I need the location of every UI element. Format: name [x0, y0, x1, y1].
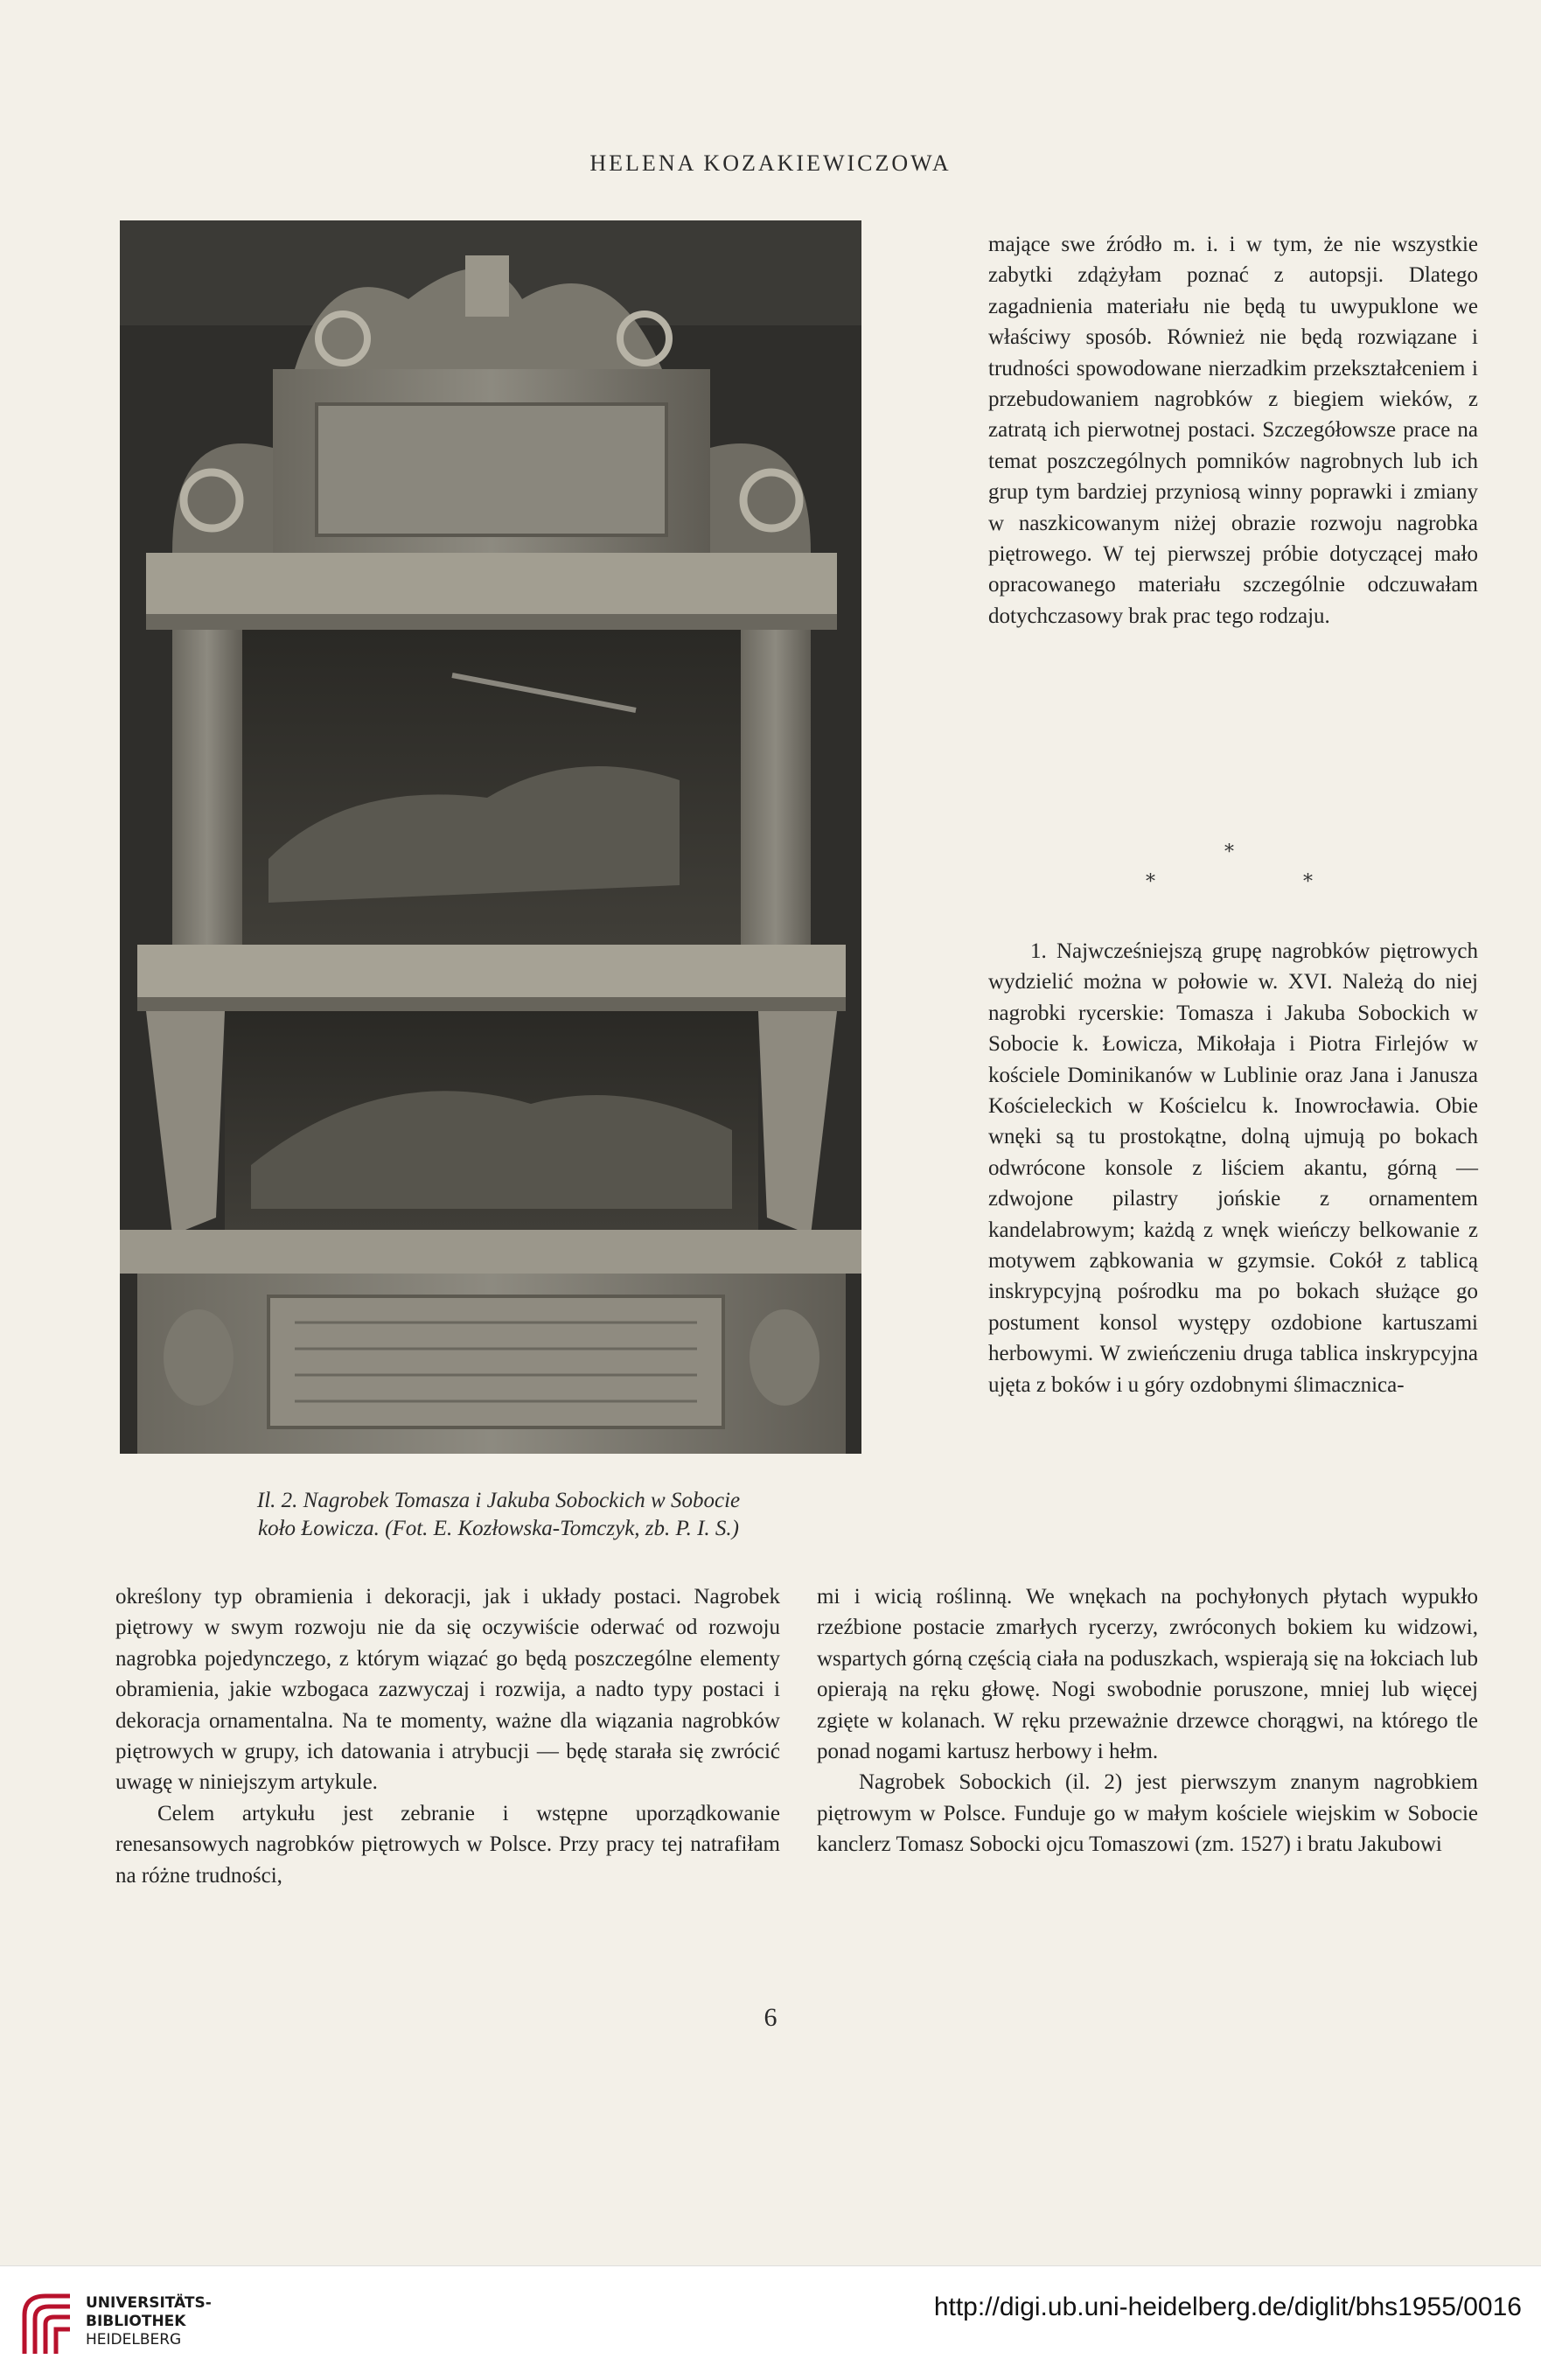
page-number: 6 — [764, 2003, 777, 2032]
viewer-footer — [0, 2265, 1541, 2380]
paragraph: mające swe źródło m. i. i w tym, że nie wszystkie zabytki zdążyłam poznać z autopsji. Dlatego zagadnienia materiału nie będą tu uwypuklone we właściwy sposób. Również nie będą rozwiązane i trudności spowodowane nierzadkim przekształceniem i przebudowaniem nagrobków z biegiem wieków, z zatratą ich pierwotnej postaci. Szczegółowsze prace na temat poszczególnych pomników nagrobnych lub ich grup tym bardziej przyniosą winny poprawki i zmiany w naszkicowanym niżej obrazie rozwoju nagrobka piętrowego. W tej pierwszej próbie dotyczącej mało opracowanego materiału szczególnie odczuwałam dotychczasowy brak prac tego rodzaju. — [988, 233, 1478, 628]
asterisk-left: * — [1146, 871, 1155, 893]
library-name-line-1: UNIVERSITÄTS- — [86, 2294, 212, 2312]
paragraph: Celem artykułu jest zebranie i wstępne uporządkowanie renesansowych nagrobków piętrowych w Polsce. Przy pracy tej natrafiłam na różne trudności, — [115, 1801, 780, 1888]
tomb-illustration — [120, 220, 861, 1454]
figure-caption — [131, 1487, 866, 1543]
section-separator — [988, 841, 1478, 894]
paragraph: Nagrobek Sobockich (il. 2) jest pierwszym znanym nagrobkiem piętrowym w Polsce. Funduje go w małym kościele wiejskim w Sobocie kanclerz Tomasz Sobocki ojcu Tomaszowi (zm. 1527) i bratu Jakubowi — [817, 1770, 1478, 1857]
asterisk-right: * — [1303, 871, 1313, 893]
right-column-bottom-text — [817, 1581, 1478, 1860]
caption-line-2: koło Łowicza. (Fot. E. Kozłowska-Tomczyk, zb. P. I. S.) — [258, 1517, 739, 1540]
running-head: HELENA KOZAKIEWICZOWA — [589, 150, 952, 176]
right-column-section-1-text — [988, 936, 1478, 1400]
university-library-logo-icon — [19, 2289, 77, 2359]
paragraph: mi i wicią roślinną. We wnękach na pochyłonych płytach wypukło rzeźbione postacie zmarłych rycerzy, zwróconych bokiem ku widzowi, wspartych górną częścią ciała na poduszkach, wspierają się na łokciach lub opierają na ręku głowę. Nogi swobodnie poruszone, mniej lub więcej zgięte w kolanach. W ręku przeważnie drzewce chorągwi, na którego tle ponad nogami kartusz herbowy i hełm. — [817, 1585, 1478, 1764]
library-name — [86, 2294, 212, 2349]
right-column-top-text — [988, 229, 1478, 632]
paragraph: 1. Najwcześniejszą grupę nagrobków piętrowych wydzielić można w połowie w. XVI. Należą do niej nagrobki rycerskie: Tomasza i Jakuba Sobockich w Sobocie k. Łowicza, Mikołaja i Piotra Firlejów w kościele Dominikanów w Lublinie oraz Jana i Janusza Kościeleckich w Kościelcu k. Inowrocławia. Obie wnęki są tu prostokątne, dolną ujmują po bokach odwrócone konsole z liściem akantu, górną — zdwojone pilastry jońskie z ornamentem kandelabrowym; każdą z wnęk wieńczy belkowanie z motywem ząbkowania w gzymsie. Cokół z tablicą inskrypcyjną pośrodku ma po bokach służące go postument konsol występy ozdobione kartuszami herbowymi. W zwieńczeniu druga tablica inskrypcyjna ujęta z boków i u góry ozdobnymi ślimacznica- — [988, 939, 1478, 1397]
left-column-bottom-text — [115, 1581, 780, 1891]
tomb-photograph — [120, 220, 861, 1454]
paragraph: określony typ obramienia i dekoracji, jak i układy postaci. Nagrobek piętrowy w swym rozwoju nie da się oczywiście oderwać od rozwoju nagrobka pojedynczego, z którym wiązać go będą poszczególne elementy obramienia, jakie wzbogaca zazwyczaj i rozwija, a nadto typy postaci i dekoracja ornamentalna. Na te momenty, ważne dla wiązania nagrobków piętrowych w grupy, ich datowania i atrybucji — będę starała się zwrócić uwagę w niniejszym artykule. — [115, 1585, 780, 1795]
permalink-url[interactable]: http://digi.ub.uni-heidelberg.de/diglit/bhs1955/0016 — [933, 2293, 1522, 2321]
library-name-line-2: BIBLIOTHEK — [86, 2313, 186, 2330]
asterisk-top: * — [1224, 841, 1234, 863]
caption-line-1: Il. 2. Nagrobek Tomasza i Jakuba Sobockich w Sobocie — [256, 1489, 741, 1512]
library-name-line-3: HEIDELBERG — [86, 2331, 182, 2349]
